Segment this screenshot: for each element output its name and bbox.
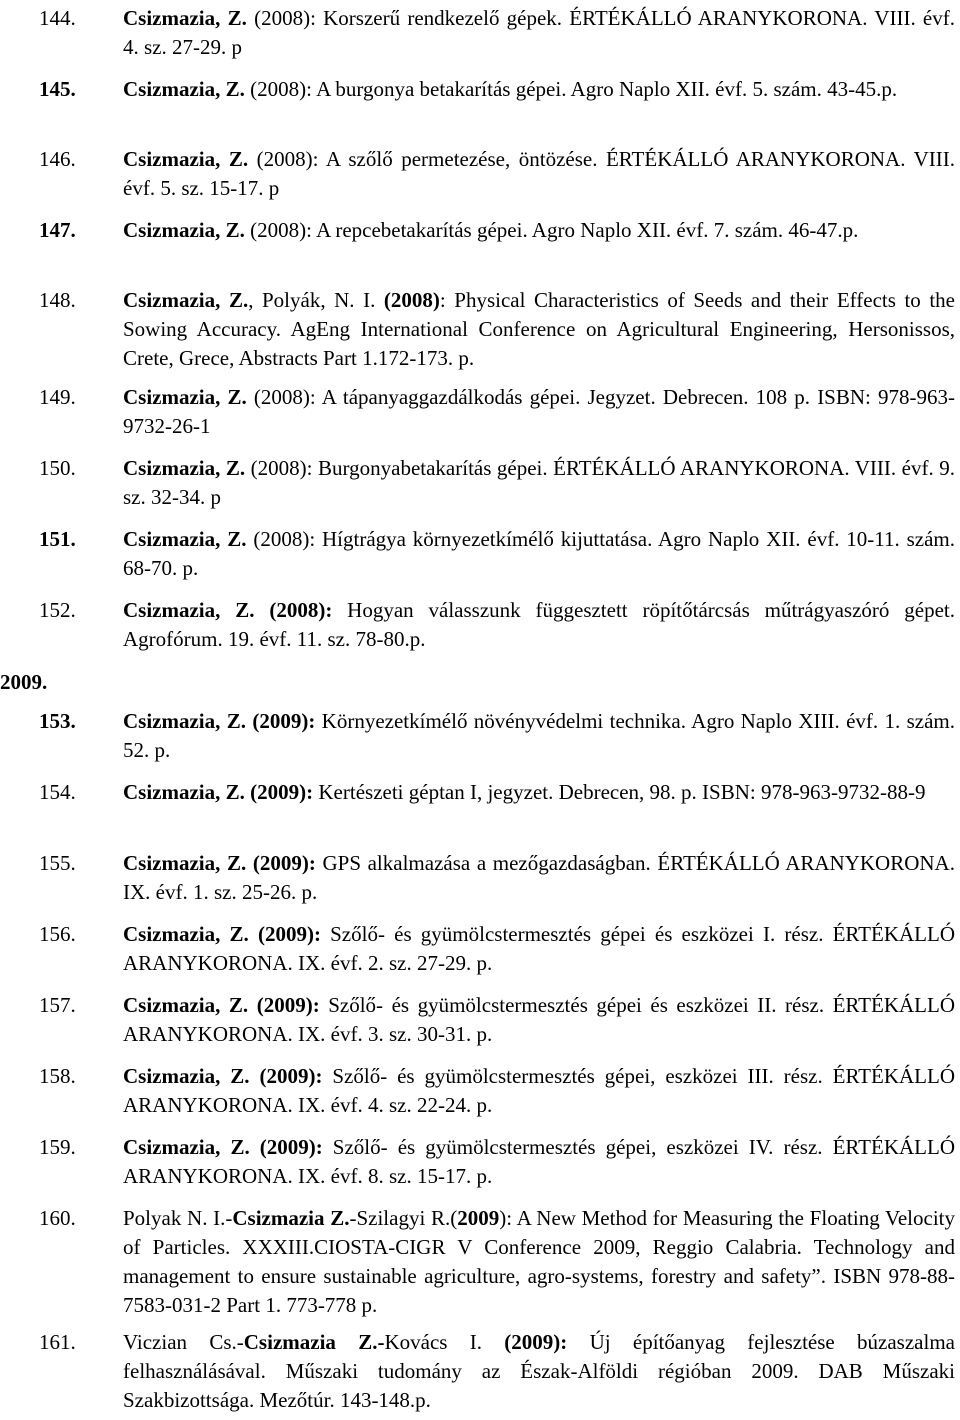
entry-number: 152. — [39, 598, 76, 622]
entry-text-segment: (2008): Korszerű rendkezelő gépek. ÉRTÉKÁLLÓ ARANYKORONA. VIII. évf. 4. sz. 27-29. p — [123, 6, 955, 59]
entry-number: 155. — [39, 851, 76, 875]
entry-text — [123, 1062, 955, 1120]
entry-text — [123, 707, 955, 765]
entry-number: 158. — [39, 1064, 76, 1088]
entry-number: 156. — [39, 922, 76, 946]
entry-number: 147. — [39, 218, 76, 242]
entry-number: 146. — [39, 147, 76, 171]
entry-text-segment: (2008): A repcebetakarítás gépei. Agro Naplo XII. évf. 7. szám. 46-47.p. — [244, 218, 859, 242]
entry-text-bold: Csizmazia, Z. — [123, 77, 245, 101]
entry-text — [123, 286, 955, 373]
entry-number: 148. — [39, 288, 76, 312]
entry-text — [123, 454, 955, 512]
entry-text-segment: (2008): A burgonya betakarítás gépei. Agro Naplo XII. évf. 5. szám. 43-45.p. — [244, 77, 898, 101]
year-heading: 2009. — [0, 670, 48, 694]
entry-text-bold: Csizmazia, Z. — [123, 527, 247, 551]
entry-text-segment: (2008): Hígtrágya környezetkímélő kijuttatása. Agro Naplo XII. évf. 10-11. szám. 68-70. p. — [123, 527, 955, 580]
entry-text-bold: Csizmazia, Z. — [123, 6, 247, 30]
entry-text — [123, 145, 955, 203]
entry-text — [123, 1328, 955, 1415]
entry-number: 149. — [39, 385, 76, 409]
entry-text-segment: Új építőanyag fejlesztése búzaszalma felhasználásával. Műszaki tudomány az Észak-Alföldi régióban 2009. DAB Műszaki Szakbizottsága. Mezőtúr. 143-148.p. — [123, 1330, 955, 1412]
entry-text-bold: Csizmazia, Z. — [123, 288, 249, 312]
entry-text-segment: Szőlő- és gyümölcstermesztés gépei, eszközei IV. rész. ÉRTÉKÁLLÓ ARANYKORONA. IX. évf. 8. sz. 15-17. p. — [123, 1135, 955, 1188]
entry-number: 145. — [39, 77, 76, 101]
entry-text-bold: Csizmazia, Z. (2008): — [123, 598, 333, 622]
entry-text-bold: 2009 — [457, 1206, 500, 1230]
entry-text-segment: Hogyan válasszunk függesztett röpítőtárcsás műtrágyaszóró gépet. Agrofórum. 19. évf. 11. sz. 78-80.p. — [123, 598, 955, 651]
entry-number: 154. — [39, 780, 76, 804]
entry-text — [123, 991, 955, 1049]
entry-text-segment: (2008): A tápanyaggazdálkodás gépei. Jegyzet. Debrecen. 108 p. ISBN: 978-963-9732-26-1 — [123, 385, 955, 438]
entry-text-segment: Szőlő- és gyümölcstermesztés gépei, eszközei III. rész. ÉRTÉKÁLLÓ ARANYKORONA. IX. évf. 4. sz. 22-24. p. — [123, 1064, 955, 1117]
entry-text-segment: , Polyák, N. I. — [248, 288, 384, 312]
entry-text — [123, 596, 955, 654]
entry-text — [123, 216, 955, 245]
entry-text-bold: (2008) — [383, 288, 440, 312]
entry-text-bold: Csizmazia, Z. — [123, 147, 249, 171]
entry-text-bold: Csizmazia, Z. (2009): — [123, 709, 316, 733]
entry-text-bold: Csizmazia, Z. (2009): — [123, 1135, 323, 1159]
entry-text — [123, 525, 955, 583]
entry-text-segment: Viczian Cs.- — [123, 1330, 244, 1354]
entry-text-bold: (2009): — [504, 1330, 568, 1354]
entry-number: 161. — [39, 1330, 76, 1354]
entry-text-bold: Csizmazia, Z. (2009): — [123, 922, 321, 946]
entry-text-bold: Csizmazia, Z. (2009): — [123, 1064, 323, 1088]
entry-text-bold: Csizmazia, Z. — [123, 218, 245, 242]
entry-text — [123, 1204, 955, 1320]
entry-text-bold: Csizmazia Z. — [232, 1206, 350, 1230]
entry-number: 150. — [39, 456, 76, 480]
entry-text-segment: Szőlő- és gyümölcstermesztés gépei és eszközei II. rész. ÉRTÉKÁLLÓ ARANYKORONA. IX. évf. 3. sz. 30-31. p. — [123, 993, 955, 1046]
entry-text-segment: Polyak N. I.- — [123, 1206, 233, 1230]
entry-number: 144. — [39, 6, 76, 30]
entry-text-bold: Csizmazia, Z. — [123, 456, 246, 480]
entry-text-segment: GPS alkalmazása a mezőgazdaságban. ÉRTÉKÁLLÓ ARANYKORONA. IX. évf. 1. sz. 25-26. p. — [123, 851, 955, 904]
entry-text-bold: Csizmazia, Z. (2009): — [123, 780, 314, 804]
entry-text — [123, 75, 955, 104]
entry-text — [123, 920, 955, 978]
entry-text-segment: Környezetkímélő növényvédelmi technika. Agro Naplo XIII. évf. 1. szám. 52. p. — [123, 709, 955, 762]
entry-text-segment: Kertészeti géptan I, jegyzet. Debrecen, 98. p. ISBN: 978-963-9732-88-9 — [313, 780, 926, 804]
entry-text — [123, 1133, 955, 1191]
entry-text-segment: (2008): Burgonyabetakarítás gépei. ÉRTÉKÁLLÓ ARANYKORONA. VIII. évf. 9. sz. 32-34. p — [123, 456, 956, 509]
entry-text-bold: Csizmazia Z.- — [243, 1330, 385, 1354]
entry-text-bold: Csizmazia, Z. (2009): — [123, 993, 320, 1017]
entry-number: 160. — [39, 1206, 76, 1230]
entry-number: 157. — [39, 993, 76, 1017]
entry-number: 159. — [39, 1135, 76, 1159]
entry-text — [123, 4, 955, 62]
entry-text-segment: Szőlő- és gyümölcstermesztés gépei és eszközei I. rész. ÉRTÉKÁLLÓ ARANYKORONA. IX. évf. 2. sz. 27-29. p. — [123, 922, 955, 975]
entry-number: 153. — [39, 709, 76, 733]
entry-text — [123, 383, 955, 441]
entry-text — [123, 778, 955, 807]
entry-text-segment: Kovács I. — [384, 1330, 505, 1354]
entry-text-bold: Csizmazia, Z. — [123, 385, 247, 409]
entry-text-segment: (2008): A szőlő permetezése, öntözése. ÉRTÉKÁLLÓ ARANYKORONA. VIII. évf. 5. sz. 15-17. p — [123, 147, 955, 200]
entry-text-bold: Csizmazia, Z. (2009): — [123, 851, 316, 875]
entry-number: 151. — [39, 527, 76, 551]
entry-text-segment: : Physical Characteristics of Seeds and their Effects to the Sowing Accuracy. AgEng International Conference on Agricultural Engineering, Hersonissos, Crete, Grece, Abstracts Part 1.172-173. p. — [123, 288, 955, 370]
entry-text-segment: ): A New Method for Measuring the Floating Velocity of Particles. XXXIII.CIOSTA-CIGR V Conference 2009, Reggio Calabria. Technology and management to ensure sustainable agriculture, agro-systems, forestry and safety”. ISBN 978-88-7583-031-2 Part 1. 773-778 p. — [123, 1206, 955, 1317]
entry-text — [123, 849, 955, 907]
entry-text-segment: -Szilagyi R.( — [349, 1206, 458, 1230]
